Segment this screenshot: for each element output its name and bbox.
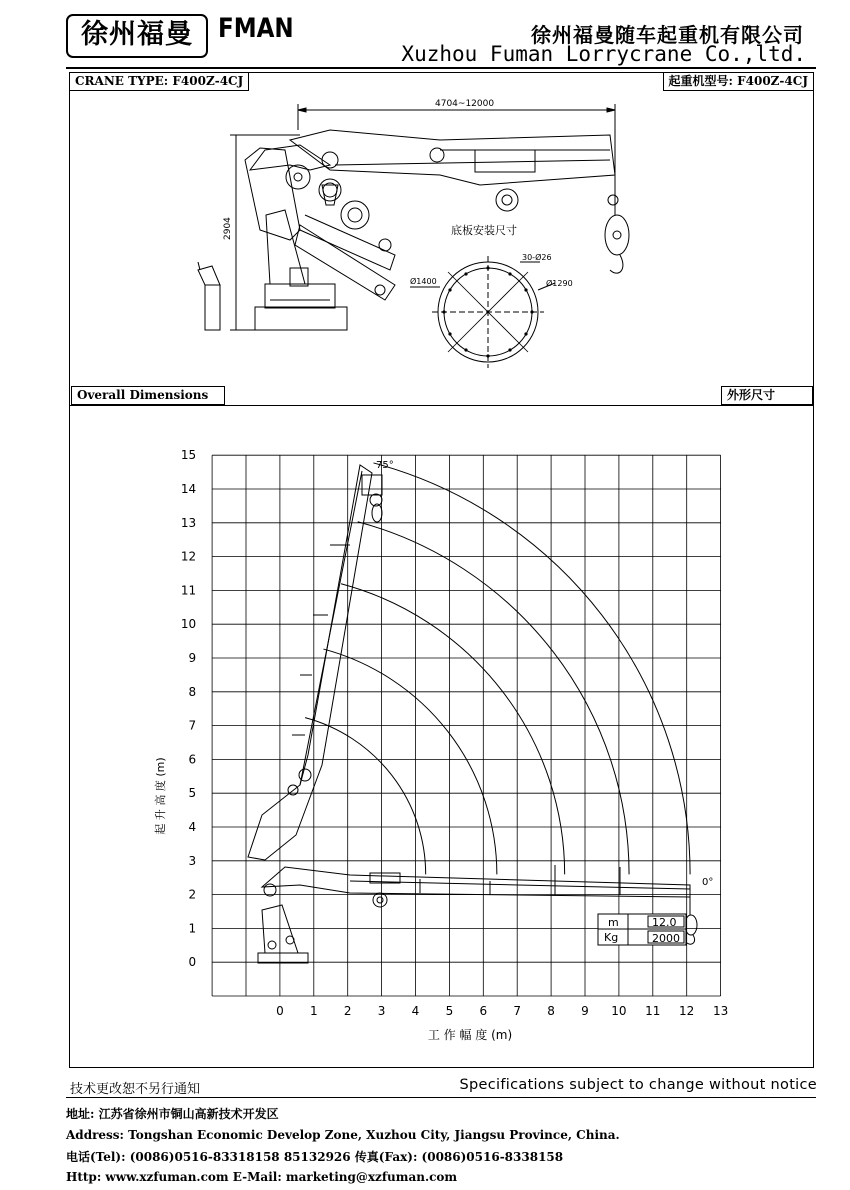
- angle-75-label: 75°: [376, 460, 394, 471]
- outer-diameter-text: Ø1400: [410, 277, 437, 286]
- x-tick-label: 2: [343, 1004, 352, 1018]
- x-tick-label: 1: [309, 1004, 318, 1018]
- load-table-reach: 12.0: [652, 916, 677, 929]
- footer-divider: [66, 1097, 816, 1098]
- x-tick-label: 4: [411, 1004, 420, 1018]
- x-tick-label: 13: [712, 1004, 729, 1018]
- x-tick-label: 0: [276, 1004, 284, 1018]
- y-tick-label: 1: [188, 921, 197, 936]
- bolt-circle-diameter-text: Ø1290: [546, 279, 573, 288]
- y-axis-label: 起 升 高 度 (m): [154, 757, 167, 835]
- angle-0-label: 0°: [702, 877, 714, 888]
- y-tick-label: 14: [180, 482, 197, 496]
- x-tick-label: 9: [581, 1004, 589, 1018]
- y-tick-label: 7: [188, 718, 197, 733]
- load-table-unit-kg: Kg: [604, 931, 619, 944]
- y-tick-label: 15: [180, 448, 197, 463]
- x-tick-label: 10: [611, 1004, 627, 1018]
- y-tick-label: 4: [188, 820, 197, 834]
- base-mount-title: 底板安装尺寸: [451, 224, 517, 237]
- y-tick-label: 12: [180, 549, 197, 564]
- y-tick-label: 2: [188, 887, 197, 902]
- reach-arc: [374, 463, 691, 874]
- y-tick-label: 3: [188, 853, 197, 868]
- reach-arc: [305, 718, 426, 875]
- reach-arc: [358, 522, 629, 875]
- load-table-unit-m: m: [608, 916, 619, 929]
- x-tick-label: 8: [547, 1004, 555, 1018]
- working-range-chart: [0, 405, 850, 1068]
- address-en: Address: Tongshan Economic Develop Zone, Xuzhou City, Jiangsu Province, China.: [66, 1128, 620, 1142]
- y-tick-label: 8: [188, 684, 197, 699]
- y-tick-label: 9: [188, 651, 197, 665]
- y-tick-label: 5: [188, 786, 197, 801]
- change-notice-cn: 技术更改恕不另行通知: [70, 1082, 201, 1097]
- chart-pedestal: [258, 953, 308, 963]
- dim-length-text: 4704~12000: [435, 99, 495, 109]
- x-tick-label: 12: [679, 1004, 695, 1018]
- reach-arc: [341, 584, 565, 875]
- overall-dimensions-label: Overall Dimensions: [71, 386, 225, 405]
- web-email: Http: www.xzfuman.com E-Mail: marketing@xzfuman.com: [66, 1170, 458, 1184]
- y-tick-label: 10: [180, 617, 197, 632]
- x-tick-label: 5: [445, 1004, 454, 1018]
- crane-type-label-cn: 起重机型号: F400Z-4CJ: [663, 72, 815, 91]
- load-table: [598, 914, 686, 945]
- load-table-load: 2000: [652, 932, 680, 945]
- y-tick-label: 6: [188, 752, 197, 767]
- address-cn: 地址: 江苏省徐州市铜山高新技术开发区: [66, 1107, 279, 1121]
- company-name-cn: 徐州福曼随车起重机有限公司: [531, 23, 804, 47]
- y-tick-label: 13: [180, 515, 197, 530]
- company-name-en: Xuzhou Fuman Lorrycrane Co.,ltd.: [401, 42, 806, 66]
- crane-dimension-drawing: [0, 0, 850, 405]
- bolt-spec-text: 30-Ø26: [522, 253, 552, 262]
- x-axis-label: 工 作 幅 度 (m): [427, 1028, 513, 1042]
- overall-dimensions-label-cn: 外形尺寸: [721, 386, 813, 405]
- brand-name: FMAN: [218, 14, 294, 44]
- x-tick-label: 7: [513, 1004, 522, 1018]
- x-tick-label: 6: [479, 1004, 488, 1018]
- dim-height-text: 2904: [223, 217, 233, 240]
- crane-type-label-en: CRANE TYPE: F400Z-4CJ: [69, 72, 249, 91]
- y-tick-label: 11: [180, 583, 197, 598]
- phone-fax: 电话(Tel): (0086)0516-83318158 85132926 传真(Fax): (0086)0516-8338158: [66, 1150, 564, 1164]
- x-tick-label: 11: [645, 1004, 661, 1018]
- reach-arc: [323, 649, 496, 874]
- crane-boom-figures: [248, 465, 697, 963]
- logo-text: 徐州福曼: [81, 19, 193, 50]
- y-tick-label: 0: [188, 955, 197, 970]
- x-tick-label: 3: [377, 1004, 386, 1018]
- change-notice-en: Specifications subject to change without notice: [459, 1077, 817, 1093]
